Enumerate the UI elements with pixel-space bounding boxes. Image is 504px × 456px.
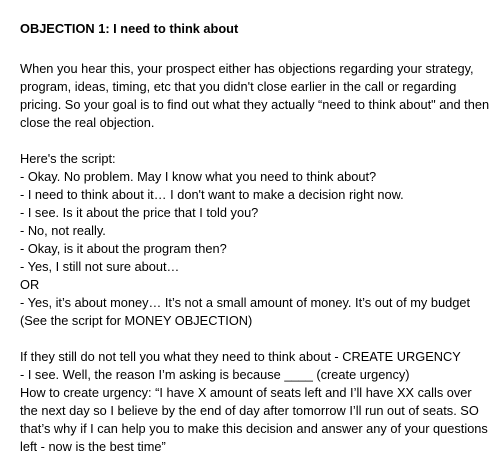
script-line: - Yes, it’s about money… It’s not a small amount of money. It’s out of my budget (See the script for MONEY OBJECTION) bbox=[20, 295, 471, 328]
script-block bbox=[20, 150, 490, 330]
urgency-block bbox=[20, 348, 490, 456]
script-line: Here's the script: bbox=[20, 151, 116, 166]
script-line: OR bbox=[20, 277, 40, 292]
urgency-line: If they still do not tell you what they need to think about - CREATE URGENCY bbox=[20, 349, 461, 364]
script-line: - No, not really. bbox=[20, 223, 106, 238]
script-line: - I need to think about it… I don't want to make a decision right now. bbox=[20, 187, 404, 202]
objection-heading: OBJECTION 1: I need to think about bbox=[20, 21, 239, 36]
script-line: - I see. Is it about the price that I told you? bbox=[20, 205, 259, 220]
urgency-line: - I see. Well, the reason I’m asking is because ____ (create urgency) bbox=[20, 367, 410, 382]
script-line: - Okay, is it about the program then? bbox=[20, 241, 227, 256]
script-line: - Yes, I still not sure about… bbox=[20, 259, 180, 274]
urgency-line: How to create urgency: “I have X amount of seats left and I’ll have XX calls over the next day so I believe by the end of day after tomorrow I’ll run out of seats. SO that’s why if I can help you to make this decision and answer any of your questions left - now is the best time” bbox=[20, 385, 488, 454]
intro-paragraph: When you hear this, your prospect either has objections regarding your strategy, program, ideas, timing, etc that you didn't close earlier in the call or regarding pricing. So your goal is to find out what they actually “need to think about" and then close the real objection. bbox=[20, 61, 490, 130]
script-line: - Okay. No problem. May I know what you need to think about? bbox=[20, 169, 377, 184]
